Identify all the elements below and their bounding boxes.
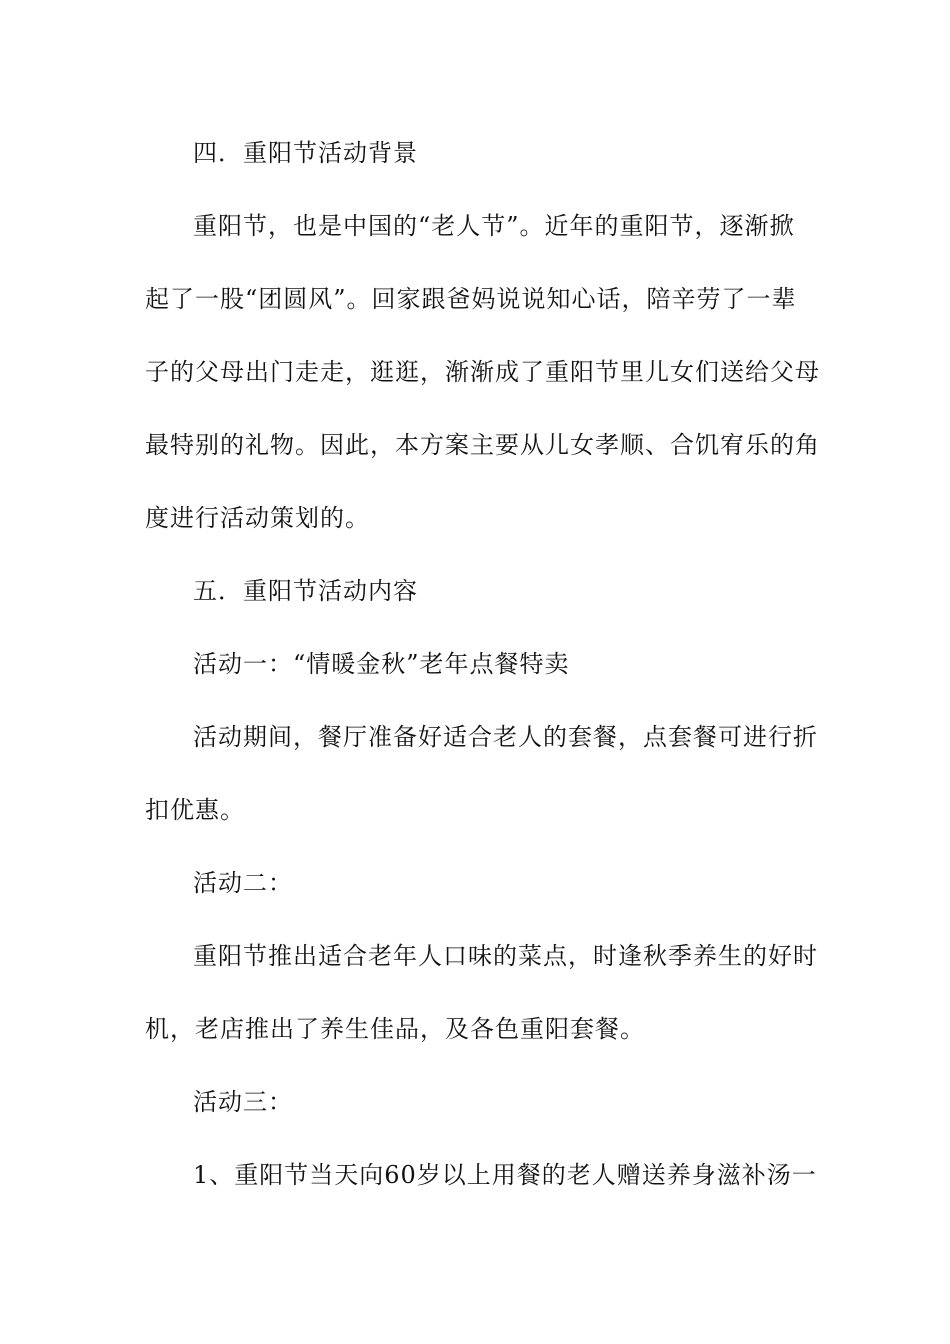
- activity-one-heading: 活动一：“情暖金秋”老年点餐特卖: [193, 650, 570, 678]
- document-body: [145, 128, 820, 1223]
- paragraph-line: 重阳节推出适合老年人口味的菜点，时逢秋季养生的好时: [193, 942, 818, 970]
- paragraph-line: 子的父母出门走走，逛逛，渐渐成了重阳节里儿女们送给父母: [145, 358, 820, 386]
- section-heading-background: 四．重阳节活动背景: [193, 139, 418, 167]
- section-heading-content: 五．重阳节活动内容: [193, 577, 418, 605]
- paragraph-line: 重阳节，也是中国的“老人节”。近年的重阳节，逐渐掀: [193, 212, 795, 240]
- activity-two-heading: 活动二：: [193, 869, 293, 897]
- paragraph-line: 1、重阳节当天向60岁以上用餐的老人赠送养身滋补汤一: [193, 1161, 817, 1189]
- activity-three-heading: 活动三：: [193, 1088, 293, 1116]
- paragraph-line: 机，老店推出了养生佳品，及各色重阳套餐。: [145, 1015, 645, 1043]
- paragraph-line: 起了一股“团圆风”。回家跟爸妈说说知心话，陪辛劳了一辈: [145, 285, 797, 313]
- paragraph-line: 度进行活动策划的。: [145, 504, 370, 532]
- paragraph-line: 活动期间，餐厅准备好适合老人的套餐，点套餐可进行折: [193, 723, 818, 751]
- paragraph-line: 扣优惠。: [145, 796, 245, 824]
- paragraph-line: 最特别的礼物。因此，本方案主要从儿女孝顺、合饥宥乐的角: [145, 431, 820, 459]
